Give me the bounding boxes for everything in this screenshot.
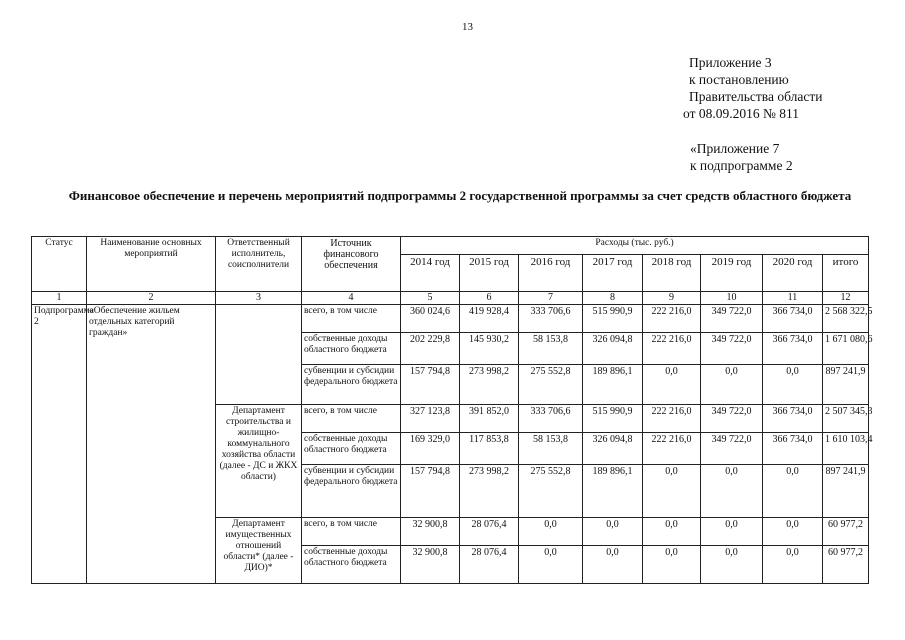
financing-table (31, 236, 873, 584)
header-row (32, 237, 869, 255)
value-cell: 0,0 (763, 365, 823, 405)
value-cell: 0,0 (643, 518, 701, 546)
source-cell: субвенции и субсидии федерального бюджета (302, 365, 401, 405)
column-index: 6 (460, 292, 519, 305)
value-cell: 0,0 (763, 465, 823, 518)
appendix-line: к подпрограмме 2 (690, 158, 793, 173)
value-cell: 273 998,2 (460, 465, 519, 518)
column-index: 2 (87, 292, 216, 305)
appendix-line: от 08.09.2016 № 811 (683, 106, 799, 121)
value-cell: 117 853,8 (460, 433, 519, 465)
appendix-line: «Приложение 7 (690, 141, 780, 156)
value-cell: 189 896,1 (583, 465, 643, 518)
appendix-line: Приложение 3 (689, 55, 772, 70)
header-expenses: Расходы (тыс. руб.) (401, 237, 869, 255)
executor-cell: Департамент строительства и жилищно-коммунального хозяйства области (далее - ДС и ЖКХ области) (216, 405, 302, 518)
value-cell: 349 722,0 (701, 433, 763, 465)
value-cell: 0,0 (763, 518, 823, 546)
value-cell: 222 216,0 (643, 405, 701, 433)
value-cell: 360 024,6 (401, 305, 460, 333)
source-cell: собственные доходы областного бюджета (302, 333, 401, 365)
value-cell: 326 094,8 (583, 333, 643, 365)
value-cell: 333 706,6 (519, 405, 583, 433)
total-cell: 60 977,2 (823, 546, 869, 584)
header-year: 2019 год (701, 255, 763, 292)
header-total: итого (823, 255, 869, 292)
value-cell: 366 734,0 (763, 433, 823, 465)
executor-cell (216, 305, 302, 405)
value-cell: 222 216,0 (643, 333, 701, 365)
table-row (32, 305, 869, 333)
column-index: 10 (701, 292, 763, 305)
column-index: 12 (823, 292, 869, 305)
column-index: 4 (302, 292, 401, 305)
header-status: Статус (32, 237, 87, 292)
column-index: 11 (763, 292, 823, 305)
value-cell: 32 900,8 (401, 546, 460, 584)
value-cell: 327 123,8 (401, 405, 460, 433)
value-cell: 0,0 (643, 365, 701, 405)
value-cell: 273 998,2 (460, 365, 519, 405)
value-cell: 28 076,4 (460, 546, 519, 584)
value-cell: 145 930,2 (460, 333, 519, 365)
value-cell: 515 990,9 (583, 405, 643, 433)
value-cell: 222 216,0 (643, 305, 701, 333)
column-index: 7 (519, 292, 583, 305)
document-title: Финансовое обеспечение и перечень мероприятий подпрограммы 2 государственной программы за счет средств областного бюджета (68, 188, 852, 203)
column-index: 3 (216, 292, 302, 305)
value-cell: 0,0 (701, 546, 763, 584)
column-index-row (32, 292, 869, 305)
source-cell: всего, в том числе (302, 518, 401, 546)
source-cell: собственные доходы областного бюджета (302, 433, 401, 465)
value-cell: 0,0 (519, 546, 583, 584)
value-cell: 0,0 (519, 518, 583, 546)
executor-cell: Департамент имущественных отношений области* (далее - ДИО)* (216, 518, 302, 584)
status-cell: Подпрограмма 2 (32, 305, 87, 584)
page-number: 13 (462, 21, 473, 33)
source-cell: всего, в том числе (302, 405, 401, 433)
value-cell: 0,0 (701, 518, 763, 546)
appendix-reference-block (683, 54, 823, 122)
source-cell: субвенции и субсидии федерального бюджета (302, 465, 401, 518)
value-cell: 32 900,8 (401, 518, 460, 546)
column-index: 9 (643, 292, 701, 305)
value-cell: 275 552,8 (519, 365, 583, 405)
value-cell: 366 734,0 (763, 333, 823, 365)
value-cell: 189 896,1 (583, 365, 643, 405)
value-cell: 202 229,8 (401, 333, 460, 365)
header-year: 2020 год (763, 255, 823, 292)
header-year: 2018 год (643, 255, 701, 292)
value-cell: 0,0 (583, 546, 643, 584)
total-cell: 897 241,9 (823, 465, 869, 518)
source-cell: всего, в том числе (302, 305, 401, 333)
column-index: 5 (401, 292, 460, 305)
value-cell: 0,0 (701, 465, 763, 518)
value-cell: 58 153,8 (519, 433, 583, 465)
header-executor: Ответственный исполнитель, соисполнители (216, 237, 302, 292)
value-cell: 326 094,8 (583, 433, 643, 465)
header-year: 2014 год (401, 255, 460, 292)
value-cell: 58 153,8 (519, 333, 583, 365)
header-year: 2015 год (460, 255, 519, 292)
value-cell: 366 734,0 (763, 305, 823, 333)
source-cell: собственные доходы областного бюджета (302, 546, 401, 584)
header-source: Источник финансового обеспечения (302, 237, 401, 292)
total-cell: 897 241,9 (823, 365, 869, 405)
value-cell: 0,0 (701, 365, 763, 405)
value-cell: 157 794,8 (401, 365, 460, 405)
value-cell: 333 706,6 (519, 305, 583, 333)
value-cell: 0,0 (583, 518, 643, 546)
activity-cell: «Обеспечение жильем отдельных категорий граждан» (87, 305, 216, 584)
value-cell: 0,0 (643, 546, 701, 584)
header-year: 2016 год (519, 255, 583, 292)
total-cell: 2 507 345,3 (823, 405, 869, 433)
appendix-line: к постановлению (689, 72, 789, 87)
column-index: 1 (32, 292, 87, 305)
value-cell: 0,0 (763, 546, 823, 584)
total-cell: 1 610 103,4 (823, 433, 869, 465)
table-body (32, 237, 873, 584)
value-cell: 0,0 (643, 465, 701, 518)
value-cell: 157 794,8 (401, 465, 460, 518)
header-year: 2017 год (583, 255, 643, 292)
value-cell: 349 722,0 (701, 333, 763, 365)
total-cell: 1 671 080,6 (823, 333, 869, 365)
header-activity: Наименование основных мероприятий (87, 237, 216, 292)
value-cell: 349 722,0 (701, 405, 763, 433)
value-cell: 169 329,0 (401, 433, 460, 465)
value-cell: 366 734,0 (763, 405, 823, 433)
value-cell: 391 852,0 (460, 405, 519, 433)
column-index: 8 (583, 292, 643, 305)
value-cell: 222 216,0 (643, 433, 701, 465)
appendix-line: Правительства области (689, 89, 823, 104)
total-cell: 60 977,2 (823, 518, 869, 546)
appendix-quote-block (690, 140, 793, 174)
value-cell: 349 722,0 (701, 305, 763, 333)
value-cell: 515 990,9 (583, 305, 643, 333)
value-cell: 28 076,4 (460, 518, 519, 546)
total-cell: 2 568 322,5 (823, 305, 869, 333)
value-cell: 419 928,4 (460, 305, 519, 333)
value-cell: 275 552,8 (519, 465, 583, 518)
